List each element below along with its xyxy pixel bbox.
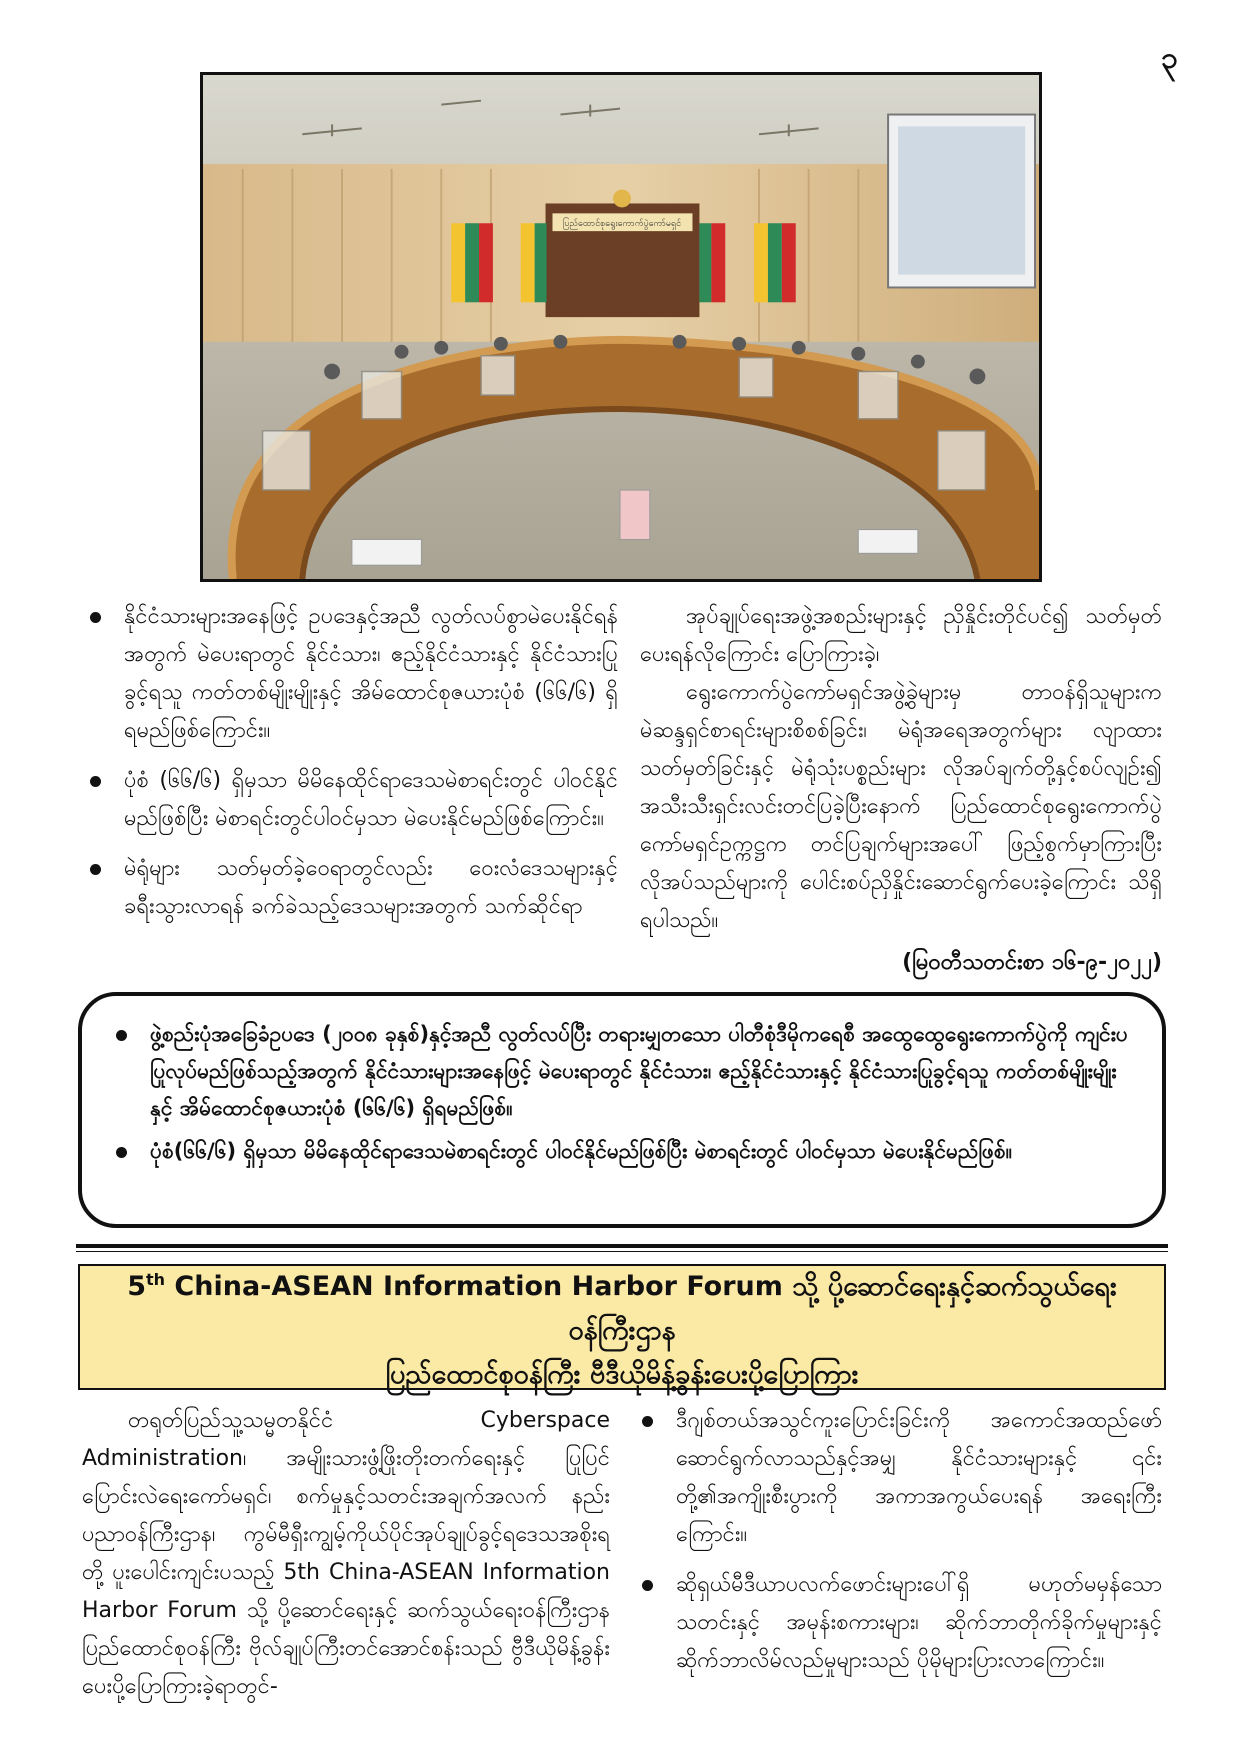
left-column-top: [84, 598, 618, 938]
list-item: ဆိုရှယ်မီဒီယာပလက်ဖောင်းများပေါ်ရှိ မဟုတ်မမှန်သော သတင်းနှင့် အမုန်းစကားများ၊ ဆိုက်ဘာတိုက်ခိုက်မှုများနှင့် ဆိုက်ဘာလိမ်လည်မှုများသည် ပိုမိုများပြားလာကြောင်း။: [636, 1566, 1162, 1680]
headline-line-1: [80, 1258, 1164, 1353]
right-column-bottom: [636, 1402, 1162, 1692]
section-divider: [76, 1244, 1168, 1248]
paragraph: အုပ်ချုပ်ရေးအဖွဲ့အစည်းများနှင့် ညှိနှိုင်းတိုင်ပင်၍ သတ်မှတ်ပေးရန်လိုကြောင်း ပြောကြားခဲ့၊: [640, 604, 1162, 667]
list-item: နိုင်ငံသားများအနေဖြင့် ဥပဒေနှင့်အညီ လွတ်လပ်စွာမဲပေးနိုင်ရန်အတွက် မဲပေးရာတွင် နိုင်ငံသား၊ ဧည့်နိုင်ငံသားနှင့် နိုင်ငံသားပြုခွင့်ရသူ ကတ်တစ်မျိုးမျိုးနှင့် အိမ်ထောင်စုဇယားပုံစံ (၆၆/၆) ရှိရမည်ဖြစ်ကြောင်း။: [84, 598, 618, 750]
headline-line-1-text: China-ASEAN Information Harbor Forum သို့ ပို့ဆောင်ရေးနှင့်ဆက်သွယ်ရေးဝန်ကြီးဌာန: [165, 1270, 1117, 1346]
right-column-top: [640, 598, 1162, 982]
section-divider-thin: [76, 1251, 1168, 1252]
paragraph: တရုတ်ပြည်သူ့သမ္မတနိုင်ငံ Cyberspace Administration၊ အမျိုးသားဖွံ့ဖြိုးတိုးတက်ရေးနှင့် ပြုပြင်ပြောင်းလဲရေးကော်မရှင်၊ စက်မှုနှင့်သတင်းအချက်အလက် နည်းပညာဝန်ကြီးဌာန၊ ကွမ်မီရှီးကျွမ့်ကိုယ်ပိုင်အုပ်ချုပ်ခွင့်ရဒေသအစိုးရတို့ ပူးပေါင်းကျင်းပသည့် 5th China-ASEAN Information Harbor Forum သို့ ပို့ဆောင်ရေးနှင့် ဆက်သွယ်ရေးဝန်ကြီးဌာန ပြည်ထောင်စုဝန်ကြီး ဗိုလ်ချုပ်ကြီးတင်အောင်စန်းသည် ဗွီဒီယိုမိန့်ခွန်း ပေးပို့ပြောကြားခဲ့ရာတွင်-: [82, 1408, 610, 1699]
summary-item: ပုံစံ(၆၆/၆) ရှိမှသာ မိမိနေထိုင်ရာဒေသမဲစာရင်းတွင် ပါဝင်နိုင်မည်ဖြစ်ပြီး မဲစာရင်းတွင် ပါဝင်မှသာ မဲပေးနိုင်မည်ဖြစ်။: [110, 1133, 1134, 1170]
meeting-hall-illustration: [203, 75, 1039, 579]
news-source: (မြဝတီသတင်းစာ ၁၆-၉-၂၀၂၂): [902, 950, 1162, 975]
list-item: ပုံစံ (၆၆/၆) ရှိမှသာ မိမိနေထိုင်ရာဒေသမဲစာရင်းတွင် ပါဝင်နိုင်မည်ဖြစ်ပြီး မဲစာရင်းတွင်ပါဝင်မှသာ မဲပေးနိုင်မည်ဖြစ်ကြောင်း။: [84, 762, 618, 838]
list-item: မဲရုံများ သတ်မှတ်ခဲ့ဝေရာတွင်လည်း ဝေးလံဒေသများနှင့် ခရီးသွားလာရန် ခက်ခဲသည့်ဒေသများအတွက် သက်ဆိုင်ရာ: [84, 850, 618, 926]
headline-ordinal: 5: [127, 1270, 146, 1302]
headline-ordinal-suffix: th: [145, 1269, 166, 1289]
paragraph: ရွေးကောက်ပွဲကော်မရှင်အဖွဲ့ခွဲများမှ တာဝန်ရှိသူများက မဲဆန္ဒရှင်စာရင်းများစိစစ်ခြင်း၊ မဲရုံအရေအတွက်များ လျာထားသတ်မှတ်ခြင်းနှင့် မဲရုံသုံးပစ္စည်းများ လိုအပ်ချက်တို့နှင့်စပ်လျဉ်း၍ အသီးသီးရှင်းလင်းတင်ပြခဲ့ပြီးနောက် ပြည်ထောင်စုရွေးကောက်ပွဲကော်မရှင်ဥက္ကဋ္ဌက တင်ပြချက်များအပေါ် ဖြည့်စွက်မှာကြားပြီး လိုအပ်သည်များကို ပေါင်းစပ်ညှိနှိုင်းဆောင်ရွက်ပေးခဲ့ကြောင်း သိရှိရပါသည်။: [640, 680, 1162, 933]
left-column-bottom: [82, 1402, 610, 1706]
article-headline: [78, 1264, 1166, 1390]
page-number: ၃: [1161, 41, 1178, 76]
summary-item: ဖွဲ့စည်းပုံအခြေခံဥပဒေ (၂၀၀၈ ခုနှစ်)နှင့်အညီ လွတ်လပ်ပြီး တရားမျှတသော ပါတီစုံဒီမိုကရေစီ အထွေထွေရွေးကောက်ပွဲကို ကျင်းပပြုလုပ်မည်ဖြစ်သည့်အတွက် နိုင်ငံသားများအနေဖြင့် မဲပေးရာတွင် နိုင်ငံသား၊ ဧည့်နိုင်ငံသားနှင့် နိုင်ငံသားပြုခွင့်ရသူ ကတ်တစ်မျိုးမျိုးနှင့် အိမ်ထောင်စုဇယားပုံစံ (၆၆/၆) ရှိရမည်ဖြစ်။: [110, 1016, 1134, 1127]
summary-box: [78, 992, 1166, 1228]
meeting-photo: [200, 72, 1042, 582]
list-item: ဒီဂျစ်တယ်အသွင်ကူးပြောင်းခြင်းကို အကောင်အထည်ဖော် ဆောင်ရွက်လာသည်နှင့်အမျှ နိုင်ငံသားများနှင့် ၎င်းတို့၏အကျိုးစီးပွားကို အကာအကွယ်ပေးရန် အရေးကြီးကြောင်း။: [636, 1402, 1162, 1554]
headline-line-2: ပြည်ထောင်စုဝန်ကြီး ဗီဒီယိုမိန့်ခွန်းပေးပို့ပြောကြား: [385, 1358, 859, 1390]
hall-banner-text: ပြည်ထောင်စုရွေးကောက်ပွဲကော်မရှင်: [562, 219, 682, 230]
